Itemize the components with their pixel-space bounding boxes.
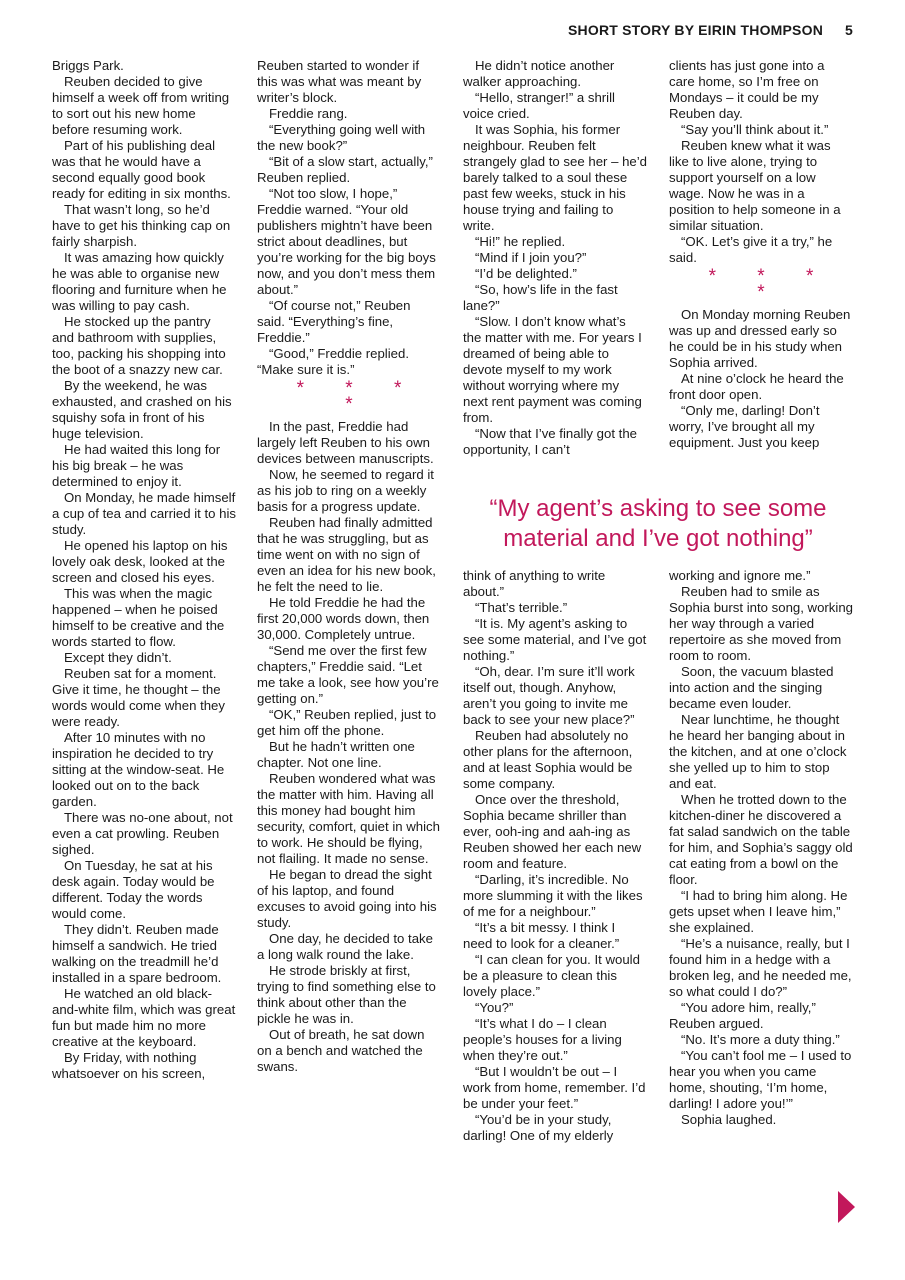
paragraph: “Not too slow, I hope,” Freddie warned. “Your old publishers mightn’t have been strict about deadlines, but you’re working for the big boys now, and you don’t mess them about.” bbox=[257, 186, 436, 297]
paragraph: On Monday morning Reuben was up and dressed early so he could be in his study when Sophia arrived. bbox=[669, 307, 851, 370]
paragraph: When he trotted down to the kitchen-diner he discovered a fat salad sandwich on the table for him, and Sophia’s saggy old cat eating from a bowl on the floor. bbox=[669, 792, 853, 887]
paragraph: Soon, the vacuum blasted into action and the singing became even louder. bbox=[669, 664, 834, 711]
paragraph: But he hadn’t written one chapter. Not one line. bbox=[257, 739, 415, 770]
paragraph: Out of breath, he sat down on a bench and watched the swans. bbox=[257, 1027, 425, 1074]
section-break-stars: * * * * bbox=[296, 378, 420, 415]
paragraph: Reuben sat for a moment. Give it time, he thought – the words would come when they were ready. bbox=[52, 666, 225, 729]
paragraph: He didn’t notice another walker approaching. bbox=[463, 58, 615, 89]
paragraph: “I’d be delighted.” bbox=[475, 266, 577, 281]
paragraph: think of anything to write about.” bbox=[463, 568, 606, 599]
page-header bbox=[568, 22, 853, 38]
paragraph: In the past, Freddie had largely left Reuben to his own devices between manuscripts. bbox=[257, 419, 434, 466]
paragraph: “Hello, stranger!” a shrill voice cried. bbox=[463, 90, 615, 121]
paragraph: Reuben had finally admitted that he was struggling, but as time went on with no sign of even an idea for his new book, he felt the need to lie. bbox=[257, 515, 436, 594]
paragraph: “But I wouldn’t be out – I work from home, remember. I’d be under your feet.” bbox=[463, 1064, 646, 1111]
paragraph: He opened his laptop on his lovely oak desk, looked at the screen and closed his eyes. bbox=[52, 538, 228, 585]
paragraph: “It’s a bit messy. I think I need to look for a cleaner.” bbox=[463, 920, 620, 951]
paragraph: On Monday, he made himself a cup of tea and carried it to his study. bbox=[52, 490, 237, 537]
column-4-part-2 bbox=[669, 307, 853, 451]
paragraph: “Darling, it’s incredible. No more slumming it with the likes of me for a neighbour.” bbox=[463, 872, 643, 919]
paragraph: “I can clean for you. It would be a pleasure to clean this lovely place.” bbox=[463, 952, 640, 999]
paragraph: He stocked up the pantry and bathroom with supplies, too, packing his shopping into the boot of a snazzy new car. bbox=[52, 314, 226, 377]
paragraph: Reuben had absolutely no other plans for the afternoon, and at least Sophia would be some company. bbox=[463, 728, 633, 791]
paragraph: Reuben knew what it was like to live alone, trying to support yourself on a low wage. Now he was in a position to help someone in a similar situation. bbox=[669, 138, 841, 233]
paragraph: “You can’t fool me – I used to hear you when you came home, shouting, ‘I’m home, darling! I adore you!’” bbox=[669, 1048, 852, 1111]
paragraph: “Mind if I join you?” bbox=[475, 250, 587, 265]
paragraph: He told Freddie he had the first 20,000 words down, then 30,000. Completely untrue. bbox=[257, 595, 430, 642]
paragraph: Once over the threshold, Sophia became shriller than ever, ooh-ing and aah-ing as Reuben showed her each new room and feature. bbox=[463, 792, 642, 871]
paragraph: Sophia laughed. bbox=[681, 1112, 777, 1127]
paragraph: “Everything going well with the new book?” bbox=[257, 122, 426, 153]
paragraph: He had waited this long for his big break – he was determined to enjoy it. bbox=[52, 442, 221, 489]
paragraph: “You?” bbox=[475, 1000, 514, 1015]
paragraph: “It is. My agent’s asking to see some material, and I’ve got nothing.” bbox=[463, 616, 647, 663]
paragraph: “You’d be in your study, darling! One of my elderly bbox=[463, 1112, 614, 1143]
column-4-bottom bbox=[669, 568, 853, 1128]
paragraph: Reuben decided to give himself a week off from writing to sort out his new home before resuming work. bbox=[52, 74, 230, 137]
paragraph: On Tuesday, he sat at his desk again. Today would be different. Today the words would come. bbox=[52, 858, 215, 921]
paragraph: At nine o’clock he heard the front door open. bbox=[669, 371, 844, 402]
paragraph: “Oh, dear. I’m sure it’ll work itself out, though. Anyhow, aren’t you going to invite me back to see your new place?” bbox=[463, 664, 635, 727]
column-2-part-1 bbox=[257, 58, 441, 378]
paragraph: “No. It’s more a duty thing.” bbox=[681, 1032, 840, 1047]
column-2-part-2 bbox=[257, 419, 441, 1075]
page-number: 5 bbox=[845, 22, 853, 38]
paragraph: “OK. Let’s give it a try,” he said. bbox=[669, 234, 833, 265]
paragraph: He strode briskly at first, trying to find something else to think about other than the pickle he was in. bbox=[257, 963, 436, 1026]
paragraph: Reuben started to wonder if this was what was meant by writer’s block. bbox=[257, 58, 422, 105]
paragraph: He watched an old black-and-white film, which was great fun but made him no more creative at the keyboard. bbox=[52, 986, 236, 1049]
paragraph: “Now that I’ve finally got the opportunity, I can’t bbox=[463, 426, 637, 457]
paragraph: He began to dread the sight of his laptop, and found excuses to avoid going into his study. bbox=[257, 867, 437, 930]
paragraph: Near lunchtime, he thought he heard her banging about in the kitchen, and at one o’clock she yelled up to him to stop and eat. bbox=[669, 712, 847, 791]
paragraph: “You adore him, really,” Reuben argued. bbox=[669, 1000, 816, 1031]
column-4-top bbox=[669, 58, 853, 451]
paragraph: “He’s a nuisance, really, but I found him in a hedge with a broken leg, and he needed me, so what could I do?” bbox=[669, 936, 852, 999]
paragraph: “It’s what I do – I clean people’s houses for a living when they’re out.” bbox=[463, 1016, 622, 1063]
paragraph: “Good,” Freddie replied. “Make sure it is.” bbox=[257, 346, 410, 377]
column-3-bottom bbox=[463, 568, 647, 1144]
paragraph: Except they didn’t. bbox=[64, 650, 172, 665]
paragraph: That wasn’t long, so he’d have to get his thinking cap on fairly sharpish. bbox=[52, 202, 231, 249]
paragraph: It was amazing how quickly he was able to organise new flooring and furniture when he was willing to pay cash. bbox=[52, 250, 227, 313]
paragraph: “Send me over the first few chapters,” Freddie said. “Let me take a look, see how you’re getting on.” bbox=[257, 643, 439, 706]
paragraph: Part of his publishing deal was that he would have a second equally good book ready for editing in six months. bbox=[52, 138, 231, 201]
paragraph: They didn’t. Reuben made himself a sandwich. He tried walking on the treadmill he’d installed in a spare bedroom. bbox=[52, 922, 222, 985]
paragraph: Reuben wondered what was the matter with him. Having all this money had bought him security, comfort, quiet in which to work. He should be flying, not flailing. It made no sense. bbox=[257, 771, 440, 866]
paragraph: There was no-one about, not even a cat prowling. Reuben sighed. bbox=[52, 810, 233, 857]
column-3-top bbox=[463, 58, 647, 458]
paragraph: “Say you’ll think about it.” bbox=[681, 122, 829, 137]
paragraph: “Bit of a slow start, actually,” Reuben replied. bbox=[257, 154, 433, 185]
paragraph: Briggs Park. bbox=[52, 58, 124, 73]
column-4-part-1 bbox=[669, 58, 853, 266]
paragraph: “Slow. I don’t know what’s the matter with me. For years I dreamed of being able to devote myself to my work without worrying where my next rent payment was coming from. bbox=[463, 314, 642, 425]
paragraph: “OK,” Reuben replied, just to get him off the phone. bbox=[257, 707, 437, 738]
paragraph: “So, how’s life in the fast lane?” bbox=[463, 282, 618, 313]
paragraph: “Only me, darling! Don’t worry, I’ve brought all my equipment. Just you keep bbox=[669, 403, 820, 450]
paragraph: After 10 minutes with no inspiration he decided to try sitting at the window-seat. He looked out on to the back garden. bbox=[52, 730, 225, 809]
paragraph: “That’s terrible.” bbox=[475, 600, 568, 615]
paragraph: “I had to bring him along. He gets upset when I leave him,” she explained. bbox=[669, 888, 848, 935]
paragraph: Reuben had to smile as Sophia burst into song, working her way through a varied repertoire as she moved from room to room. bbox=[669, 584, 854, 663]
column-2 bbox=[257, 58, 441, 1075]
paragraph: It was Sophia, his former neighbour. Reuben felt strangely glad to see her – he’d barely talked to a soul these past few weeks, stuck in his house trying and failing to write. bbox=[463, 122, 648, 233]
paragraph: Freddie rang. bbox=[269, 106, 348, 121]
paragraph: This was when the magic happened – when he poised himself to be creative and the words started to flow. bbox=[52, 586, 225, 649]
column-1 bbox=[52, 58, 236, 1082]
story-byline: SHORT STORY BY EIRIN THOMPSON bbox=[568, 22, 823, 38]
continue-arrow-icon bbox=[838, 1191, 855, 1223]
paragraph: working and ignore me.” bbox=[669, 568, 811, 583]
paragraph: Now, he seemed to regard it as his job to ring on a weekly basis for a progress update. bbox=[257, 467, 434, 514]
paragraph: “Hi!” he replied. bbox=[475, 234, 566, 249]
paragraph: By the weekend, he was exhausted, and crashed on his squishy sofa in front of his huge television. bbox=[52, 378, 232, 441]
paragraph: clients has just gone into a care home, so I’m free on Mondays – it could be my Reuben day. bbox=[669, 58, 825, 121]
pull-quote: “My agent’s asking to see some material and I’ve got nothing” bbox=[489, 495, 827, 552]
paragraph: “Of course not,” Reuben said. “Everything’s fine, Freddie.” bbox=[257, 298, 411, 345]
paragraph: One day, he decided to take a long walk round the lake. bbox=[257, 931, 433, 962]
paragraph: By Friday, with nothing whatsoever on his screen, bbox=[52, 1050, 206, 1081]
section-break-stars: * * * * bbox=[708, 266, 832, 303]
